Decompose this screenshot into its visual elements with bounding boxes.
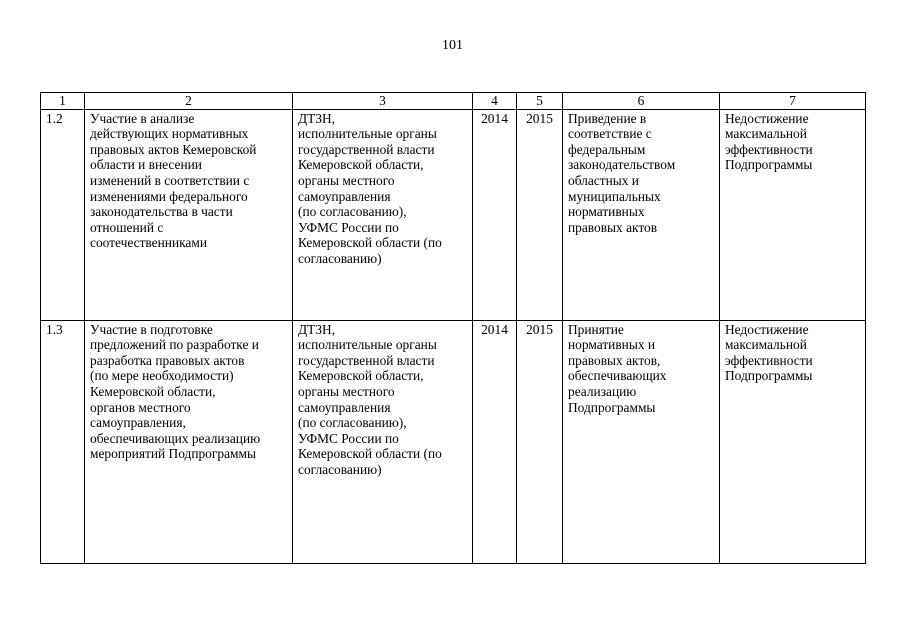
header-cell-6: 6 bbox=[563, 93, 720, 110]
activity-description: Участие в подготовке предложений по разработке и разработка правовых актов (по мере необходимости) Кемеровской области, органов местного самоуправления, обеспечивающих реализацию мероприятий Подпрограммы bbox=[85, 320, 293, 563]
header-cell-2: 2 bbox=[85, 93, 293, 110]
end-year: 2015 bbox=[517, 320, 563, 563]
expected-result: Принятие нормативных и правовых актов, обеспечивающих реализацию Подпрограммы bbox=[563, 320, 720, 563]
start-year: 2014 bbox=[473, 109, 517, 320]
header-cell-5: 5 bbox=[517, 93, 563, 110]
row-number: 1.2 bbox=[41, 109, 85, 320]
header-cell-3: 3 bbox=[293, 93, 473, 110]
expected-result: Приведение в соответствие с федеральным законодательством областных и муниципальных нормативных правовых актов bbox=[563, 109, 720, 320]
table-header-row bbox=[41, 93, 866, 110]
row-number: 1.3 bbox=[41, 320, 85, 563]
table-row bbox=[41, 320, 866, 563]
table-row bbox=[41, 109, 866, 320]
end-year: 2015 bbox=[517, 109, 563, 320]
start-year: 2014 bbox=[473, 320, 517, 563]
activity-description: Участие в анализе действующих нормативных правовых актов Кемеровской области и внесении изменений в соответствии с изменениями федерального законодательства в части отношений с соотечественниками bbox=[85, 109, 293, 320]
risk-consequence: Недостижение максимальной эффективности Подпрограммы bbox=[720, 320, 866, 563]
header-cell-4: 4 bbox=[473, 93, 517, 110]
activities-table bbox=[40, 92, 866, 564]
header-cell-1: 1 bbox=[41, 93, 85, 110]
header-cell-7: 7 bbox=[720, 93, 866, 110]
executors: ДТЗН, исполнительные органы государственной власти Кемеровской области, органы местного самоуправления (по согласованию), УФМС России по Кемеровской области (по согласованию) bbox=[293, 109, 473, 320]
executors: ДТЗН, исполнительные органы государственной власти Кемеровской области, органы местного самоуправления (по согласованию), УФМС России по Кемеровской области (по согласованию) bbox=[293, 320, 473, 563]
risk-consequence: Недостижение максимальной эффективности Подпрограммы bbox=[720, 109, 866, 320]
page-number: 101 bbox=[442, 38, 463, 53]
